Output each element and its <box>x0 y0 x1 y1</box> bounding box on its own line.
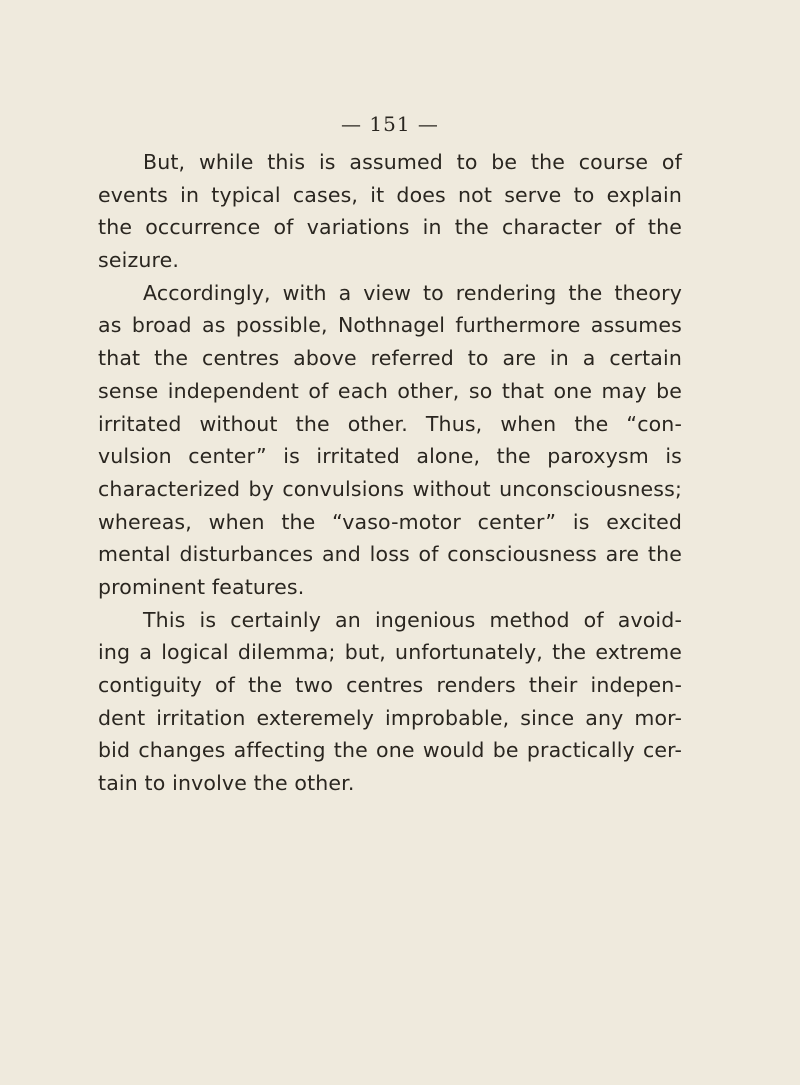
page-number: — 151 — <box>341 112 439 136</box>
text-line: events in typical cases, it does not serve to explain <box>98 182 682 207</box>
text-line: irritated without the other. Thus, when the “con- <box>98 411 682 436</box>
text-line: seizure. <box>98 248 180 273</box>
text-line: characterized by convulsions without unconsciousness; <box>98 476 682 501</box>
text-line: But, while this is assumed to be the course of <box>143 150 682 174</box>
text-line: that the centres above referred to are in a certain <box>98 346 682 371</box>
text-line: dent irritation exteremely improbable, since any mor- <box>98 705 682 730</box>
text-line: the occurrence of variations in the character of the <box>98 215 682 240</box>
text-line: vulsion center” is irritated alone, the paroxysm is <box>98 444 682 469</box>
body-text <box>98 146 682 800</box>
text-line: This is certainly an ingenious method of avoid- <box>143 607 682 632</box>
text-line: tain to involve the other. <box>98 771 355 796</box>
paragraph-2 <box>98 277 682 604</box>
text-line: ing a logical dilemma; but, unfortunately, the extreme <box>98 640 682 665</box>
text-line: mental disturbances and loss of consciousness are the <box>98 542 682 567</box>
text-line: contiguity of the two centres renders their indepen- <box>98 673 682 697</box>
text-line: Accordingly, with a view to rendering the theory <box>143 280 682 305</box>
text-line: sense independent of each other, so that one may be <box>98 378 682 403</box>
text-line: as broad as possible, Nothnagel furthermore assumes <box>98 313 682 338</box>
paragraph-3 <box>98 604 682 800</box>
text-line: whereas, when the “vaso-motor center” is excited <box>98 509 682 534</box>
paragraph-1 <box>98 146 682 277</box>
text-line: bid changes affecting the one would be practically cer- <box>98 738 682 763</box>
text-line: prominent features. <box>98 574 305 599</box>
